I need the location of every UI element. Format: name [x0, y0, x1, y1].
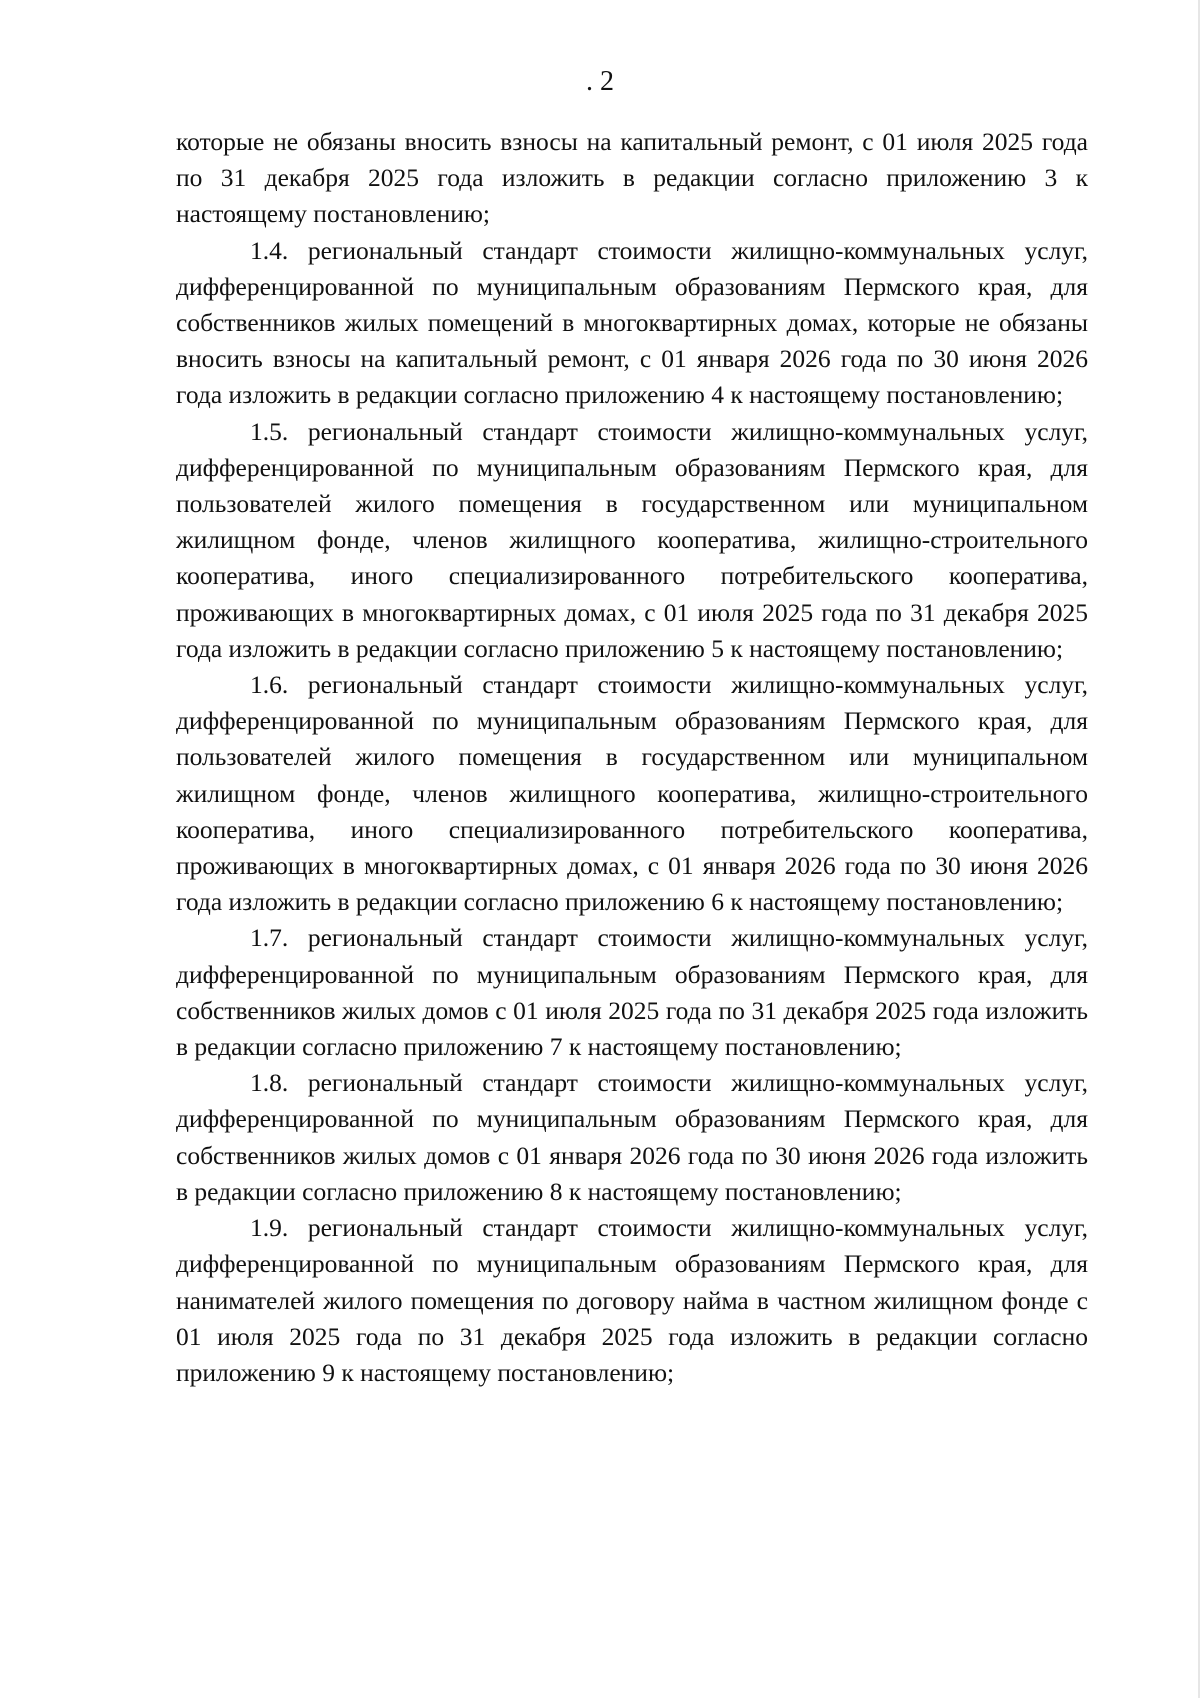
paragraph-1-6: 1.6. региональный стандарт стоимости жилищно-коммунальных услуг, дифференцированной по муниципальным образованиям Пермского края, для пользователей жилого помещения в государственном или муниципальном жилищном фонде, членов жилищного кооператива, жилищно-строительного кооператива, иного специализированного потребительского кооператива, проживающих в многоквартирных домах, с 01 января 2026 года по 30 июня 2026 года изложить в редакции согласно приложению 6 к настоящему постановлению;: [176, 670, 1088, 917]
document-body: [176, 124, 1088, 1391]
paragraph-1-5: 1.5. региональный стандарт стоимости жилищно-коммунальных услуг, дифференцированной по муниципальным образованиям Пермского края, для пользователей жилого помещения в государственном или муниципальном жилищном фонде, членов жилищного кооператива, жилищно-строительного кооператива, иного специализированного потребительского кооператива, проживающих в многоквартирных домах, с 01 июля 2025 года по 31 декабря 2025 года изложить в редакции согласно приложению 5 к настоящему постановлению;: [176, 416, 1088, 663]
paragraph-continuation: которые не обязаны вносить взносы на капитальный ремонт, с 01 июля 2025 года по 31 декабря 2025 года изложить в редакции согласно приложению 3 к настоящему постановлению;: [176, 127, 1088, 229]
paragraph-1-7: 1.7. региональный стандарт стоимости жилищно-коммунальных услуг, дифференцированной по муниципальным образованиям Пермского края, для собственников жилых домов с 01 июля 2025 года по 31 декабря 2025 года изложить в редакции согласно приложению 7 к настоящему постановлению;: [176, 923, 1088, 1062]
paragraph-1-9: 1.9. региональный стандарт стоимости жилищно-коммунальных услуг, дифференцированной по муниципальным образованиям Пермского края, для нанимателей жилого помещения по договору найма в частном жилищном фонде с 01 июля 2025 года по 31 декабря 2025 года изложить в редакции согласно приложению 9 к настоящему постановлению;: [176, 1213, 1088, 1387]
paragraph-1-4: 1.4. региональный стандарт стоимости жилищно-коммунальных услуг, дифференцированной по муниципальным образованиям Пермского края, для собственников жилых помещений в многоквартирных домах, которые не обязаны вносить взносы на капитальный ремонт, с 01 января 2026 года по 30 июня 2026 года изложить в редакции согласно приложению 4 к настоящему постановлению;: [176, 235, 1088, 410]
page-number: . 2: [586, 66, 614, 97]
paragraph-1-8: 1.8. региональный стандарт стоимости жилищно-коммунальных услуг, дифференцированной по муниципальным образованиям Пермского края, для собственников жилых домов с 01 января 2026 года по 30 июня 2026 года изложить в редакции согласно приложению 8 к настоящему постановлению;: [176, 1068, 1088, 1206]
